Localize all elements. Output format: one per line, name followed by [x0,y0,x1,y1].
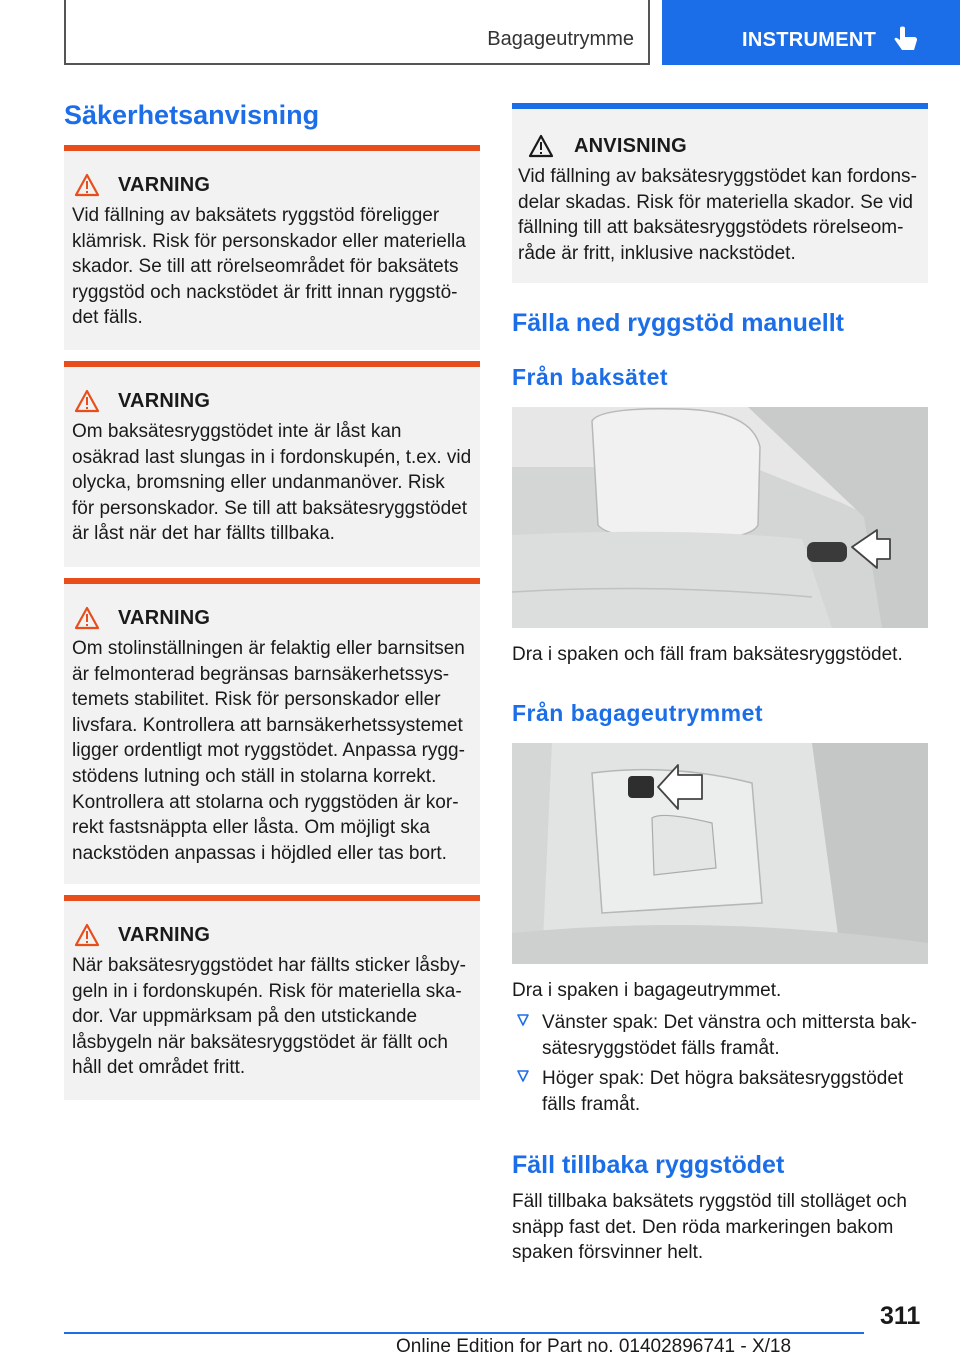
footer-edition: Online Edition for Part no. 01402896741 - X/18 [396,1336,792,1357]
header-chapter-label: INSTRUMENT [742,29,877,51]
luggage-lever-photo [512,743,928,964]
warning-text: Om stolinställningen är felaktig eller barnsitsen är felmonterad begränsas barnsäkerhetssystemets stabilitet. Risk för personskador eller livsfara. Kontrollera att barnsäkerhetssystemet ligger ordentligt mot ryggstödet. Anpassa ryggstödens lutning och ställ in stolarna korrekt. Kontrollera att stolarna och ryggstöden är korrekt fastsnäppta eller låsta. Om möjligt ska nackstöden anpassas i höjdled eller tas bort. [72,638,465,864]
fold-manually-heading: Fälla ned ryggstöd manuellt [512,309,844,337]
warning-text: Om baksätesryggstödet inte är låst kan osäkrad last slungas in i fordonskupén, t.ex. vid olycka, bromsning eller undanmanöver. Risk för personskador. Se till att baksätesryggstödet är låst när det har fällts tillbaka. [72,421,472,545]
from-luggage-subheading: Från bagageutrymmet [512,700,764,726]
warning-text: Vid fällning av baksätets ryggstöd föreligger klämrisk. Risk för personskador eller materiella skador. Se till att rörelseområdet för baksätets ryggstöd och nackstödet är fritt innan ryggstödet fälls. [72,205,466,329]
warning-label: VARNING [118,606,211,629]
triangle-bullet-icon [516,1068,530,1084]
notice-label: ANVISNING [574,134,687,157]
rear-seat-lever-photo [512,407,928,628]
warning-box-3 [64,578,480,884]
warning-triangle-icon [74,606,100,630]
warning-triangle-icon [528,134,554,158]
warning-label: VARNING [118,389,211,412]
warning-label: VARNING [118,923,211,946]
notice-box [512,103,928,283]
fold-back-heading: Fäll tillbaka ryggstödet [512,1151,785,1179]
header-section-label: Bagageutrymme [487,28,634,50]
fold-back-paragraph: Fäll tillbaka baksätets ryggstöd till stolläget och snäpp fast det. Den röda markeringen bakom spaken försvinner helt. [512,1191,907,1264]
warning-box-4 [64,895,480,1100]
header-section-tab [64,0,650,65]
warning-box-1 [64,145,480,350]
bullet-item-left-lever [512,1010,928,1061]
warning-box-2 [64,361,480,567]
bullet-text: Vänster spak: Det vänstra och mittersta baksätesryggstödet fälls framåt. [542,1012,917,1059]
warning-label: VARNING [118,173,211,196]
warning-text: När baksätesryggstödet har fällts sticker låsbygeln in i fordonskupén. Risk för materiella skador. Var uppmärksam på den utstickande låsbygeln när baksätesryggstödet är fällt och håll det området fritt. [72,955,466,1079]
hand-pointer-icon [894,26,920,54]
header-chapter-tab [662,0,960,65]
bullet-item-right-lever [512,1066,928,1117]
triangle-bullet-icon [516,1012,530,1028]
page-number: 311 [880,1302,921,1330]
warning-triangle-icon [74,389,100,413]
notice-text: Vid fällning av baksätesryggstödet kan fordonsdelar skadas. Risk för materiella skador. Se vid fällning till att baksätesryggstödets rörelseområde är fritt, inklusive nackstödet. [518,166,917,264]
rear-seat-caption: Dra i spaken och fäll fram baksätesryggstödet. [512,644,903,665]
from-rear-seat-subheading: Från baksätet [512,364,669,390]
luggage-caption: Dra i spaken i bagageutrymmet. [512,980,782,1001]
bullet-text: Höger spak: Det högra baksätesryggstödet fälls framåt. [542,1068,904,1115]
safety-section-title: Säkerhetsanvisning [64,100,320,130]
warning-triangle-icon [74,923,100,947]
warning-triangle-icon [74,173,100,197]
footer-divider [64,1332,864,1334]
